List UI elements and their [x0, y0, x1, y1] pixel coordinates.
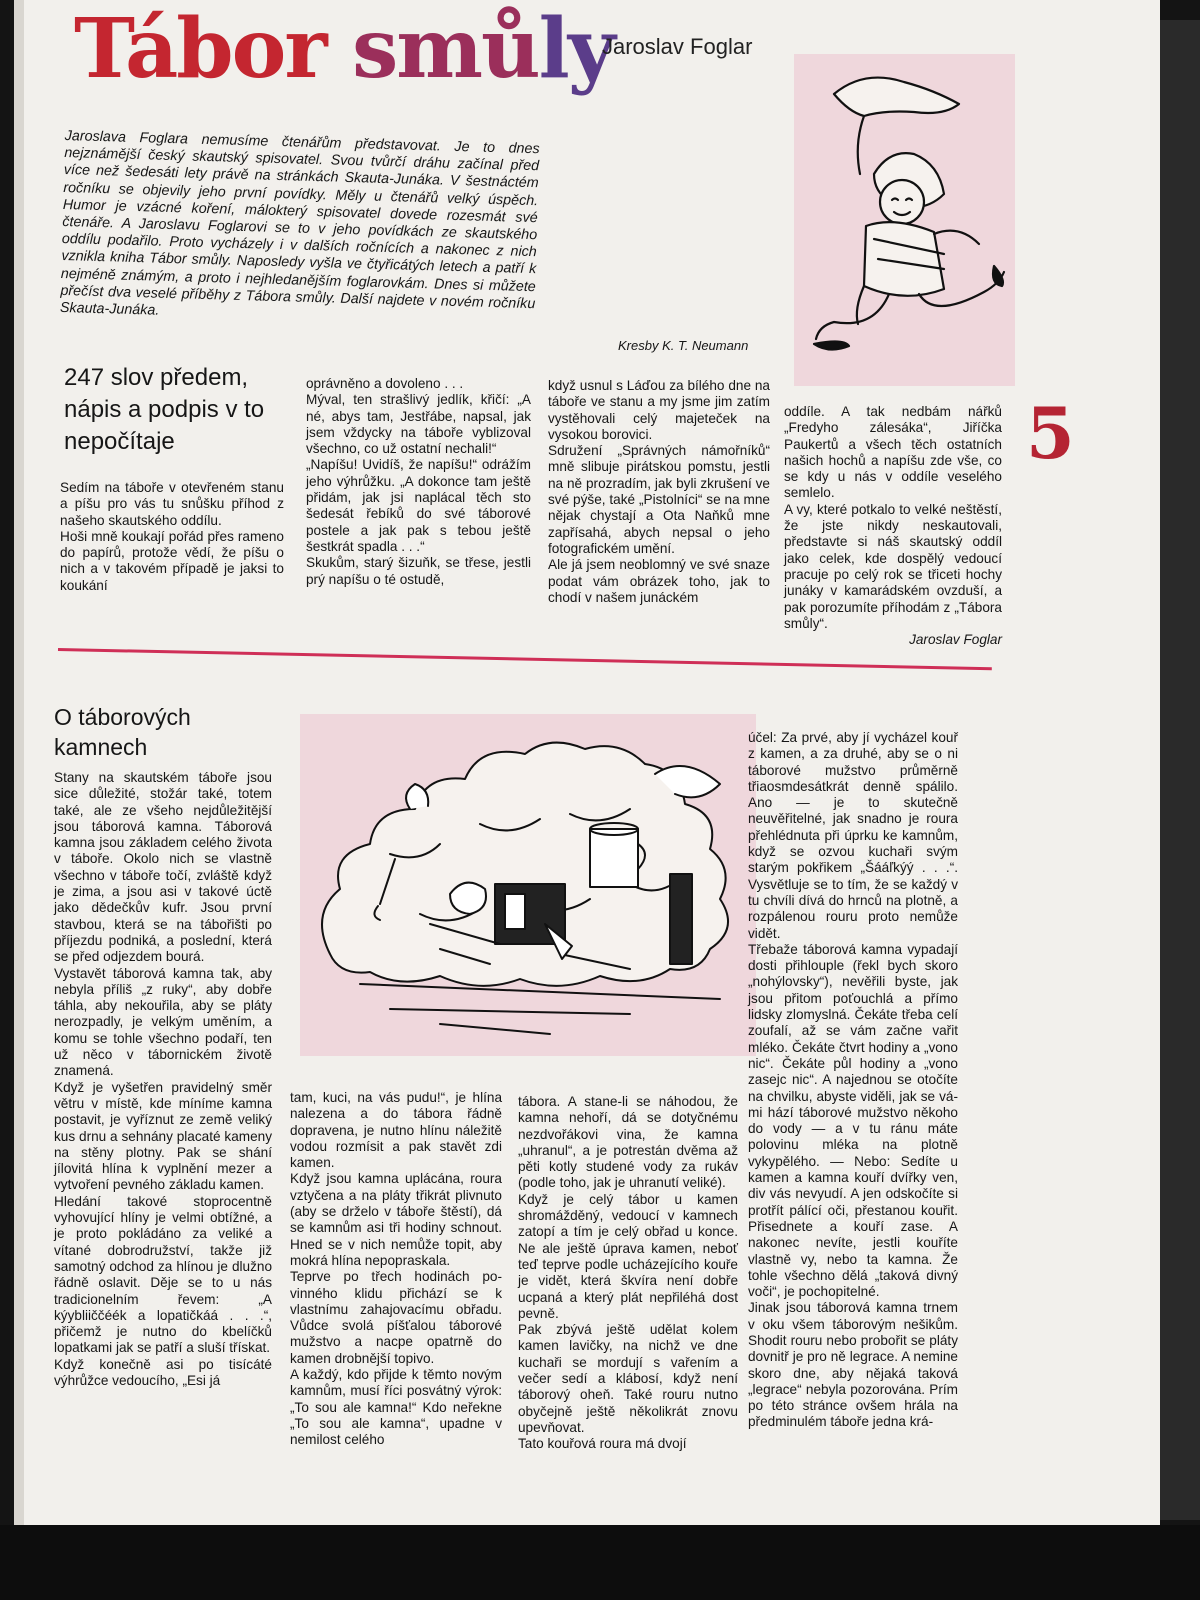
background-bottom: [0, 1525, 1200, 1600]
paragraph: A každý, kdo přijde k těmto novým kamnům, musí říci posvátný výrok: „To sou ale kamna!“ Kdo neřekne „To sou ale kamna“, upadne v nemilost celého: [290, 1367, 502, 1448]
article1-heading: 247 slov předem, nápis a podpis v to nepočítaje: [64, 364, 265, 455]
paragraph: Skukům, starý šizuňk, se třese, jestli prý napíšu o té ostudě,: [306, 555, 531, 587]
article1-column-3: [548, 378, 770, 606]
article1-column-2: [306, 376, 531, 588]
paragraph: Sdružení „Správných námořníků“ mně slibuje pirátskou pomstu, jestli na ně prozradím, jak byli zkrušení ve své pýše, také „Pistolníci“ se na mne nějak chystají a Ota Naňků mne zapřísahá, abych nepsal o jeho fotografickém umění.: [548, 443, 770, 556]
paragraph: Teprve po třech hodinách povinného klidu přichází se k vlastnímu zahajovacímu obřadu. Vůdce svolá píšťalou táborové mužstvo a nacpe opatrně do kamen drobnější topivo.: [290, 1269, 502, 1366]
page-fold-edge: [14, 0, 24, 1525]
paragraph: Když jsou kamna uplácána, roura vztyčena a na pláty třikrát plivnuto (aby se drželo v táboře štěstí), dá se kamnům asi tři hodiny schnout. Hned se v nich nemůže topit, aby mokrá hlína nepopraskala.: [290, 1171, 502, 1268]
paragraph: účel: Za prvé, aby jí vycházel kouř z kamen, a za druhé, aby se o ni táborové mužstvo průměrně třiaosmdesátkrát denně spálilo. Ano — je to skutečně neuvěřitelné, jak snadno je roura přehlédnuta při úprku ke kamnům, když se ozvou kuchaři svým starým pokřikem „Šááľkýý . . .“. Vysvětluje se to tím, že se každý v tu chvíli dívá do hrnců na plotně, a rozpálenou rouru proto nemůže vidět.: [748, 730, 958, 941]
title-part-tabor: Tábor: [74, 1, 326, 97]
article2-column-4: [748, 730, 958, 1431]
intro-paragraph: Jaroslava Foglara nemusíme čtenářům představovat. Je to dnes nejznámější český skautský spisovatel. Svou tvůrčí dráhu začínal před více než šedesáti lety právě na stránkách Skauta-Junáka. V šestnáctém ročníku se objevily jeho první povídky. Měly u čtenářů velký úspěch. Humor je vzácné koření, málokterý spisovatel dovede rozesmát své čtenáře. A Jaroslavu Foglarovi se to v jeho povídkách ze skautského oddílu podařilo. Proto vycházely i v dalších ročnících a nakonec z nich vznikla kniha Tábor smůly. Naposledy vyšla ve čtyřicátých letech a patří k nejméně známým, a proto i nejhledanějším foglarovkám. Dnes si můžete přečíst dva veselé příběhy z Tábora smůly. Další najdete v novém ročníku Skauta-Junáka.: [59, 128, 540, 319]
running-boy-drawing: [794, 54, 1015, 386]
paragraph: Hledání takové stoprocentně vyhovující hlíny je velmi obtížné, a je proto pokládáno za veliké a vítané dobrodružství, takže již samotný odchod za hlínou je dlužno řádně oslavit. Děje se to u nás tradicionelním řevem: „A kýybliiččéék a lopatičkáá . . .“, přičemž je nutno do kbelíčků lopatkami jak se patří a sluší třískat.: [54, 1193, 272, 1356]
article2-column-2: [290, 1090, 502, 1449]
paragraph: Vystavět táborová kamna tak, aby nebyla příliš „z ruky“, aby dobře táhla, aby nekouřila, aby se pláty nerozpadly, je velkým uměním, a komu se tohle všechno podaří, ten už něco v tábornickém životě znamená.: [54, 965, 272, 1079]
signature: Jaroslav Foglar: [909, 632, 1002, 648]
article2-column-3: [518, 1094, 738, 1453]
article1-column-4: [784, 404, 1002, 648]
paragraph: Tato kouřová roura má dvojí: [518, 1436, 687, 1452]
paragraph: tam, kuci, na vás pudu!“, je hlína nalezena a do tábora řádně dopravena, je nutno hlínu náležitě vodou rozmísit a pak stavět zdi kamen.: [290, 1090, 502, 1171]
title-part-smu: smů: [352, 1, 539, 97]
paragraph: Když je vyšetřen pravidelný směr větru v místě, kde míníme kamna postavit, je vyříznut ze země veliký kus drnu a sehnány placaté kameny na stěny plotny. Pak se shání jílovitá hlína k vyplnění mezer a vytvoření pevného základu kamen.: [54, 1079, 272, 1193]
paragraph: „Napíšu! Uvidíš, že napíšu!“ odrážím jeho výhrůžku. „A dokonce tam ještě přidám, jak jsi naplácal těch sto šedesát řebíků do své táborové postele a jak pak s tebou ještě šestkrát spadla . . .“: [306, 457, 531, 554]
illustration-running-boy: [794, 54, 1015, 386]
article2-column-1: [54, 770, 272, 1389]
paragraph: Hoši mně koukají pořád přes rameno do papírů, protože vědí, že píšu o nich a v takovém případě je jaksi to koukání: [60, 528, 284, 593]
paragraph: Ale já jsem neoblomný ve své snaze podat vám obrázek toho, jak to chodí v našem junáckém: [548, 557, 770, 605]
paragraph: Stany na skautském táboře jsou sice důležité, stožár také, totem také, ale ze všeho nejdůležitější jsou táborová kamna. Táborová kamna jsou základem celého života v táboře. Okolo nich se vlastně všechno v táboře točí, zvláště když je zima, a jsou asi v takové úctě jako dědečkův kufr. Jsou první stavbou, která se na tábořišti po příjezdu podniká, a poslední, která se před odjezdem bourá.: [54, 770, 272, 965]
illustration-camp-stove: [300, 714, 756, 1056]
paragraph: Když konečně asi po tisícáté výhrůžce vedoucího, „Esi já: [54, 1356, 272, 1388]
paragraph: A vy, které potkalo to velké neštěstí, že jste nikdy neskautovali, představte si náš skautský oddíl jako celek, kde dospělý vedoucí pracuje po celý rok se třiceti hochy junáky v kamarádském ovzduší, a pak porozumíte příhodám z „Tábora smůly“.: [784, 501, 1002, 631]
paragraph: Pak zbývá ještě udělat kolem kamen lavičky, na nichž ve dne kuchaři se mordují s vařením a večer sedí a klábosí, když není táborový oheň. Také rouru nutno obyčejně ještě několikrát znovu upevňovat.: [518, 1322, 738, 1435]
illustration-credit: Kresby K. T. Neumann: [618, 338, 749, 353]
article1-column-1: [60, 480, 284, 594]
author-byline: Jaroslav Foglar: [602, 34, 753, 59]
page-number: 5: [1026, 392, 1075, 475]
paragraph: oprávněno a dovoleno . . .: [306, 376, 464, 391]
background-shadow: [1160, 20, 1200, 1520]
paragraph: Mýval, ten strašlivý jedlík, křičí: „A né, abys tam, Jestřábe, napsal, jak jsem vždycky na táboře vyblizoval všechno, co už ostatní nechali!“: [306, 392, 531, 457]
paragraph: Třebaže táborová kamna vypadají dosti přihlouple (řekl bych skoro „nohýlovsky“), nevěřili byste, jak jsou přitom poťouchlá a přímo lidsky zlomyslná. Čekáte třeba celí zoufalí, až se vám začne vařit mléko. Čekáte čtvrt hodiny a „vono nic“. Čekáte půl hodiny a „vono zasejc nic“. A najednou se otočíte na chvilku, abyste viděli, jak se vámi hází táborové mužstvo někoho do vody — a v tu ránu máte polovinu mléka na plotně vykypělého. — Nebo: Sedíte u kamen a kamna kouří dvířky ven, div vás nevyudí. A jen odskočíte si protřít pálící oči, přestanou kouřit. Přisednete a kouří zase. A nakonec nevíte, jestli kouříte vlastně vy, nebo ta kamna. Že tohle všechno dělá „taková divný voči“, je pochopitelné.: [748, 941, 958, 1300]
article2-heading: O táborových kamnech: [54, 704, 191, 760]
paragraph: Jinak jsou táborová kamna trnem v oku všem táborovým nešikům. Shodit rouru nebo probořit se pláty dovnitř je pro ně legrace. A nemine skoro dne, aby nějaká taková „legrace“ nebyla pozorována. Prím po této stránce ovšem hrála na předminulém táboře jedna krá-: [748, 1300, 958, 1430]
paragraph: oddíle. A tak nedbám nářků „Fredyho zálesáka“, Jiříčka Paukertů a všech těch ostatních našich hochů a napíšu zde vše, co se kdy u nás v oddíle veselého semlelo.: [784, 404, 1002, 501]
article-title: [74, 0, 613, 98]
paragraph: Když je celý tábor u kamen shromážděný, vedoucí v kamnech zatopí a tím je celý obřad u konce. Ne ale ještě úprava kamen, neboť teď teprve podle ucházejícího kouře je vidět, která škvíra není dobře ucpaná a který plát nepřiléhá dost pevně.: [518, 1191, 738, 1321]
title-part-ly: ly: [538, 1, 614, 97]
camp-stove-drawing: [300, 714, 756, 1056]
paragraph: když usnul s Láďou za bílého dne na táboře ve stanu a my jsme jim zatím vystěhovali celý majeteček na vysokou borovici.: [548, 378, 770, 442]
paragraph: Sedím na táboře v otevřeném stanu a píšu pro vás tu snůšku příhod z našeho skautského oddílu.: [60, 480, 284, 528]
paragraph: tábora. A stane-li se náhodou, že kamna nehoří, dá se dotyčnému nezdvořákovi vina, že kamna „uhranul“, a je potrestán dvěma až pěti kotly studené vody za rukáv (podle toho, jak je uhranutí veliké).: [518, 1094, 738, 1191]
